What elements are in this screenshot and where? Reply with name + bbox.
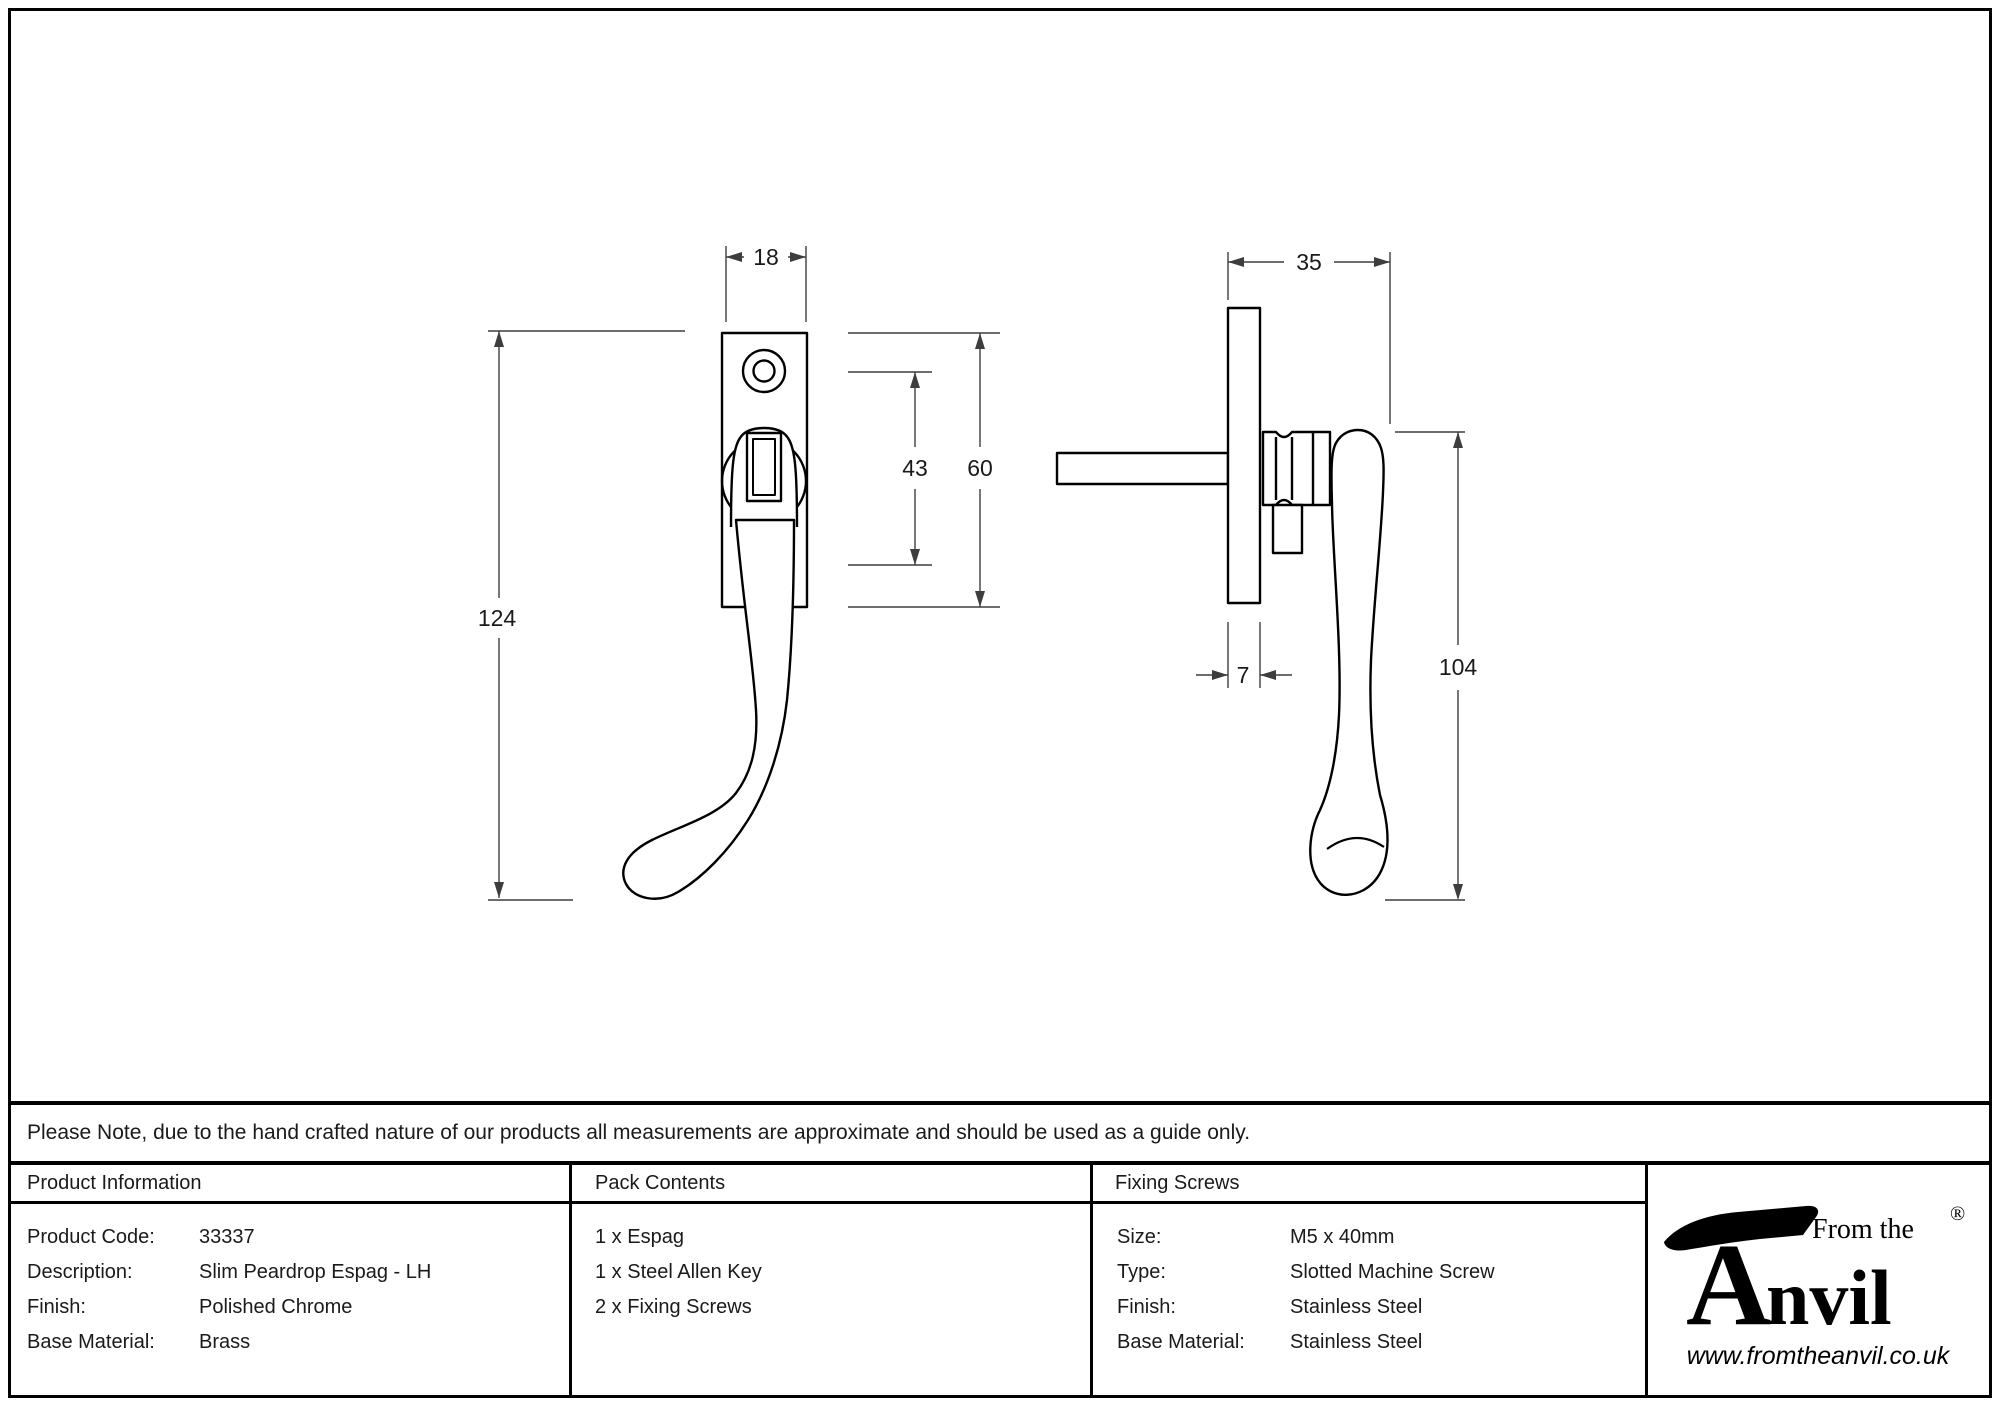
pack-item-3: 2 x Fixing Screws	[595, 1296, 752, 1318]
base-material-label: Base Material:	[27, 1331, 155, 1353]
side-spindle	[1057, 453, 1228, 484]
side-backplate	[1228, 308, 1260, 603]
fixing-screws-header: Fixing Screws	[1115, 1172, 1240, 1194]
screw-type-value: Slotted Machine Screw	[1290, 1261, 1495, 1283]
header-underline	[11, 1201, 1648, 1204]
side-depth-dim-label: 35	[1296, 249, 1322, 275]
front-handle	[623, 520, 794, 899]
front-overall-height-dim-label: 124	[477, 605, 517, 631]
front-hole-span-dim-label: 43	[902, 455, 928, 481]
dimension-lines	[488, 246, 1465, 900]
side-boss	[1263, 432, 1330, 505]
description-label: Description:	[27, 1261, 133, 1283]
disclaimer-note: Please Note, due to the hand crafted nature of our products all measurements are approximate and should be used as a guide only.	[27, 1121, 1251, 1144]
front-plate-height-dim-label: 60	[967, 455, 993, 481]
side-plate-thickness-dim-label: 7	[1236, 662, 1250, 688]
finish-value: Polished Chrome	[199, 1296, 353, 1318]
brand-initial: A	[1686, 1219, 1772, 1350]
brand-logo	[1660, 1192, 1980, 1392]
brand-website: www.fromtheanvil.co.uk	[1686, 1342, 1950, 1370]
base-material-value: Brass	[199, 1331, 251, 1353]
divider-col1	[569, 1161, 572, 1398]
screw-size-value: M5 x 40mm	[1290, 1226, 1395, 1248]
side-view	[1057, 308, 1388, 895]
front-width-dim-label: 18	[753, 244, 779, 270]
side-locking-peg	[1273, 505, 1302, 553]
registered-mark-icon: ®	[1950, 1203, 1966, 1225]
pack-item-1: 1 x Espag	[595, 1226, 684, 1248]
product-information-header: Product Information	[27, 1172, 202, 1194]
pack-item-2: 1 x Steel Allen Key	[595, 1261, 762, 1283]
brand-tagline: From the	[1812, 1214, 1914, 1245]
screw-finish-value: Stainless Steel	[1290, 1296, 1423, 1318]
pack-contents-header: Pack Contents	[595, 1172, 726, 1194]
table-top-border	[11, 1161, 1989, 1165]
screw-size-label: Size:	[1117, 1226, 1162, 1248]
brand-name-rest: nvil	[1766, 1254, 1892, 1341]
front-view	[623, 333, 807, 899]
divider-col2	[1090, 1161, 1093, 1398]
product-code-label: Product Code:	[27, 1226, 155, 1248]
description-value: Slim Peardrop Espag - LH	[199, 1261, 432, 1283]
finish-label: Finish:	[27, 1296, 86, 1318]
side-handle-drop-dim-label: 104	[1438, 654, 1478, 680]
divider-col3	[1645, 1161, 1648, 1398]
screw-base-material-value: Stainless Steel	[1290, 1331, 1423, 1353]
product-code-value: 33337	[199, 1226, 255, 1248]
screw-base-material-label: Base Material:	[1117, 1331, 1245, 1353]
front-key-slot-inner	[753, 439, 775, 495]
screw-finish-label: Finish:	[1117, 1296, 1176, 1318]
screw-type-label: Type:	[1117, 1261, 1166, 1283]
dimension-arrows	[494, 252, 1463, 900]
